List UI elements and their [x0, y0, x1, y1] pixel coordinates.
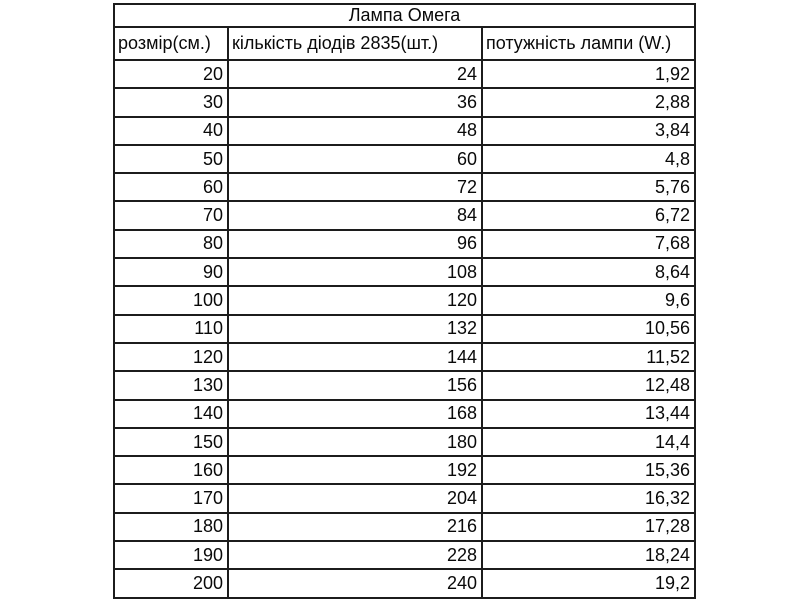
cell-diodes: 96: [228, 230, 482, 258]
cell-size: 160: [114, 456, 228, 484]
table-row: [114, 230, 695, 258]
cell-diodes: 216: [228, 513, 482, 541]
cell-size: 90: [114, 258, 228, 286]
cell-power: 10,56: [482, 315, 695, 343]
cell-diodes: 132: [228, 315, 482, 343]
table-row: [114, 569, 695, 597]
cell-size: 70: [114, 201, 228, 229]
cell-size: 180: [114, 513, 228, 541]
cell-size: 50: [114, 145, 228, 173]
table-row: [114, 88, 695, 116]
table-row: [114, 484, 695, 512]
cell-power: 2,88: [482, 88, 695, 116]
header-size: розмір(см.): [114, 27, 228, 60]
table-row: [114, 286, 695, 314]
cell-diodes: 204: [228, 484, 482, 512]
cell-diodes: 108: [228, 258, 482, 286]
cell-diodes: 72: [228, 173, 482, 201]
cell-power: 12,48: [482, 371, 695, 399]
cell-size: 150: [114, 428, 228, 456]
cell-size: 170: [114, 484, 228, 512]
cell-size: 30: [114, 88, 228, 116]
table-row: [114, 513, 695, 541]
cell-diodes: 120: [228, 286, 482, 314]
table-row: [114, 428, 695, 456]
cell-power: 15,36: [482, 456, 695, 484]
cell-size: 190: [114, 541, 228, 569]
cell-size: 140: [114, 400, 228, 428]
cell-power: 1,92: [482, 60, 695, 88]
cell-power: 14,4: [482, 428, 695, 456]
cell-power: 6,72: [482, 201, 695, 229]
table-row: [114, 201, 695, 229]
cell-diodes: 84: [228, 201, 482, 229]
table-title: Лампа Омега: [114, 4, 695, 27]
cell-size: 60: [114, 173, 228, 201]
table-row: [114, 400, 695, 428]
cell-power: 11,52: [482, 343, 695, 371]
cell-diodes: 24: [228, 60, 482, 88]
cell-size: 100: [114, 286, 228, 314]
table-row: [114, 258, 695, 286]
cell-diodes: 36: [228, 88, 482, 116]
cell-power: 16,32: [482, 484, 695, 512]
cell-power: 17,28: [482, 513, 695, 541]
cell-size: 120: [114, 343, 228, 371]
cell-diodes: 192: [228, 456, 482, 484]
lamp-omega-table: [113, 3, 696, 599]
cell-diodes: 180: [228, 428, 482, 456]
cell-power: 4,8: [482, 145, 695, 173]
cell-diodes: 48: [228, 117, 482, 145]
table-row: [114, 456, 695, 484]
cell-power: 7,68: [482, 230, 695, 258]
table-row: [114, 60, 695, 88]
header-diodes: кількість діодів 2835(шт.): [228, 27, 482, 60]
cell-power: 19,2: [482, 569, 695, 597]
cell-diodes: 168: [228, 400, 482, 428]
cell-size: 110: [114, 315, 228, 343]
header-power: потужність лампи (W.): [482, 27, 695, 60]
title-row: [114, 4, 695, 27]
cell-power: 3,84: [482, 117, 695, 145]
cell-diodes: 144: [228, 343, 482, 371]
cell-size: 80: [114, 230, 228, 258]
cell-diodes: 156: [228, 371, 482, 399]
cell-size: 20: [114, 60, 228, 88]
cell-power: 5,76: [482, 173, 695, 201]
cell-size: 40: [114, 117, 228, 145]
cell-power: 18,24: [482, 541, 695, 569]
cell-size: 130: [114, 371, 228, 399]
cell-diodes: 240: [228, 569, 482, 597]
cell-power: 13,44: [482, 400, 695, 428]
table-row: [114, 343, 695, 371]
cell-diodes: 60: [228, 145, 482, 173]
table-row: [114, 541, 695, 569]
table-row: [114, 315, 695, 343]
cell-size: 200: [114, 569, 228, 597]
cell-diodes: 228: [228, 541, 482, 569]
cell-power: 8,64: [482, 258, 695, 286]
table-row: [114, 173, 695, 201]
table-row: [114, 145, 695, 173]
table-row: [114, 117, 695, 145]
cell-power: 9,6: [482, 286, 695, 314]
table-row: [114, 371, 695, 399]
header-row: [114, 27, 695, 60]
